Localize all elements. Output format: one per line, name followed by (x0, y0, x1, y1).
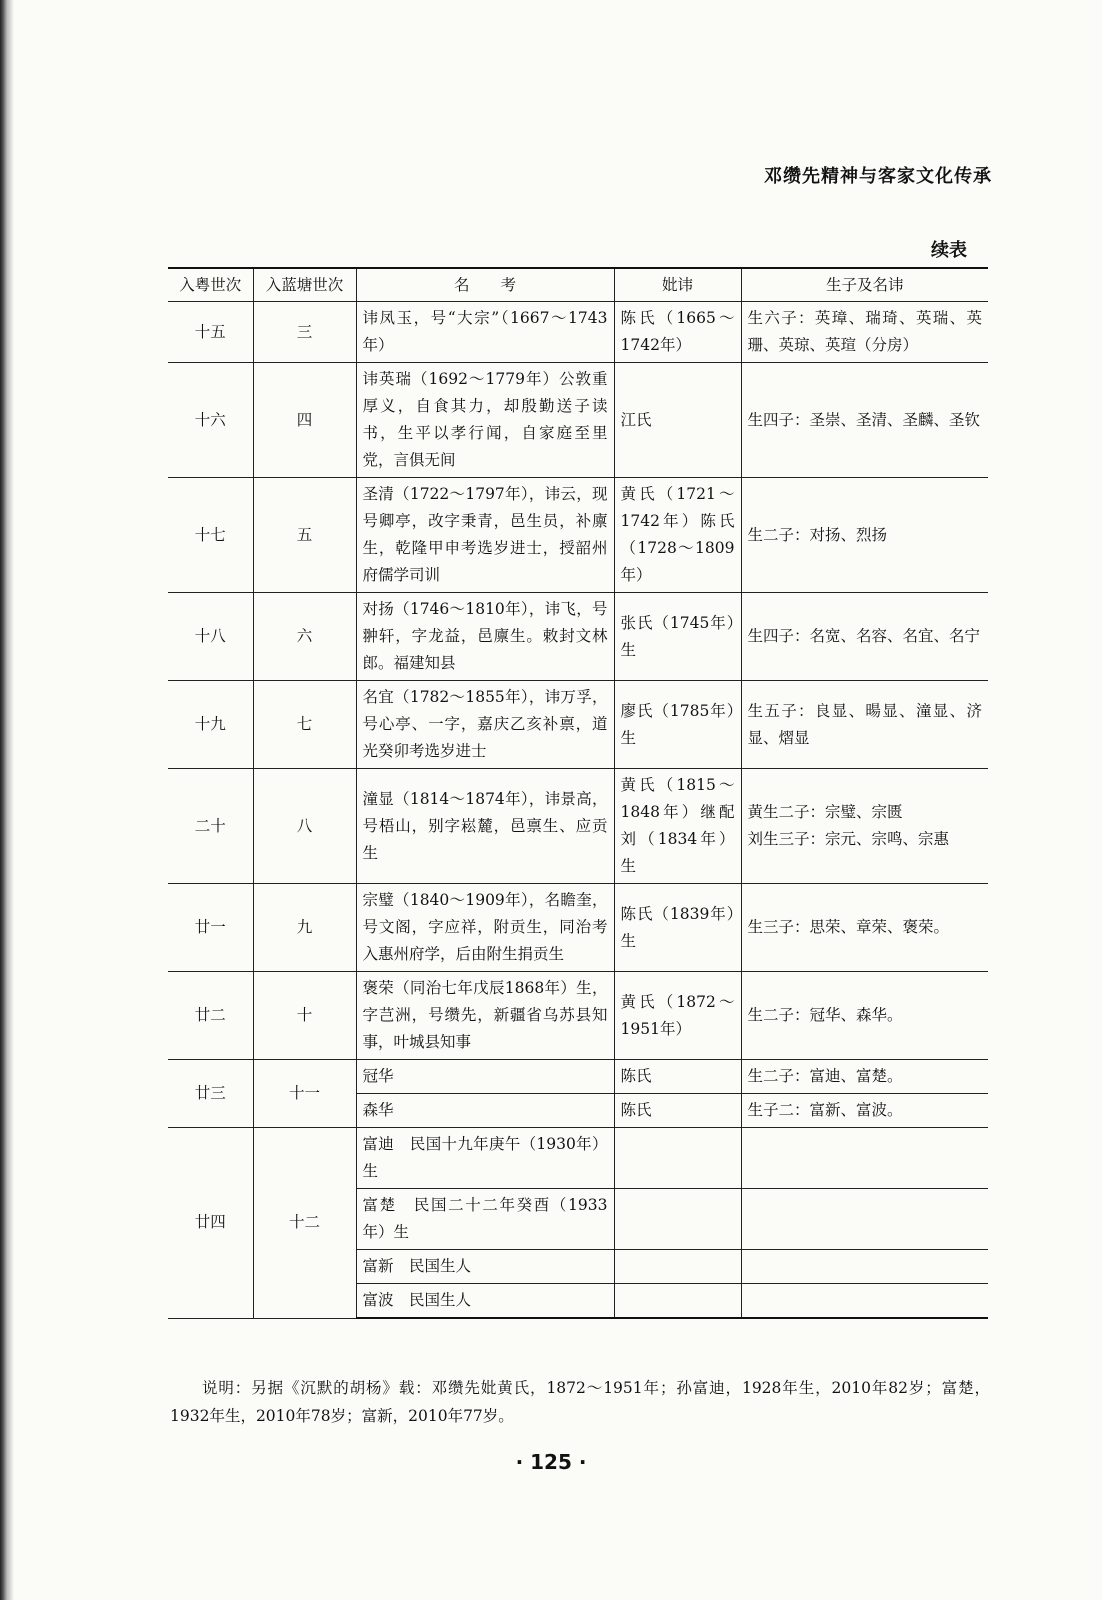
lantang-generation-cell: 三 (253, 302, 356, 363)
header-yue-generation: 入粤世次 (168, 268, 253, 302)
lantang-generation-cell: 七 (253, 681, 356, 769)
scanned-page-edge (0, 0, 14, 1600)
name-cell: 富楚 民国二十二年癸酉（1933年）生 (356, 1189, 614, 1250)
sons-cell (741, 1250, 988, 1284)
name-cell: 讳凤玉，号“大宗”（1667～1743年） (356, 302, 614, 363)
sons-cell (741, 769, 988, 884)
yue-generation-cell: 二十 (168, 769, 253, 884)
sons-cell: 生二子：冠华、森华。 (741, 972, 988, 1060)
yue-generation-cell: 廿一 (168, 884, 253, 972)
table-row (168, 681, 988, 769)
name-cell: 宗璧（1840～1909年），名瞻奎，号文阁，字应祥，附贡生，同治考入惠州府学，后由附生捐贡生 (356, 884, 614, 972)
wife-cell: 陈氏（1665～1742年） (614, 302, 741, 363)
name-cell: 冠华 (356, 1060, 614, 1094)
wife-cell: 陈氏 (614, 1094, 741, 1128)
name-cell: 褒荣（同治七年戊辰1868年）生，字芑洲，号缵先，新疆省乌苏县知事，叶城县知事 (356, 972, 614, 1060)
lantang-generation-cell: 十二 (253, 1128, 356, 1319)
page-number: · 125 · (515, 1450, 587, 1474)
wife-cell (614, 1284, 741, 1319)
table-note: 说明：另据《沉默的胡杨》载：邓缵先妣黄氏，1872～1951年；孙富迪，1928年生，2010年82岁；富楚，1932年生，2010年78岁；富新，2010年77岁。 (170, 1379, 990, 1425)
name-cell: 富波 民国生人 (356, 1284, 614, 1319)
yue-generation-cell: 廿四 (168, 1128, 253, 1319)
wife-cell: 张氏（1745年）生 (614, 593, 741, 681)
lantang-generation-cell: 十 (253, 972, 356, 1060)
sons-cell: 生四子：名宽、名容、名宜、名宁 (741, 593, 988, 681)
lantang-generation-cell: 八 (253, 769, 356, 884)
running-head: 邓缵先精神与客家文化传承 (764, 166, 992, 187)
name-cell: 潼显（1814～1874年），讳景高，号梧山，别字崧麓，邑禀生、应贡生 (356, 769, 614, 884)
wife-cell: 江氏 (614, 363, 741, 478)
wife-cell: 陈氏（1839年）生 (614, 884, 741, 972)
yue-generation-cell: 十八 (168, 593, 253, 681)
yue-generation-cell: 十五 (168, 302, 253, 363)
lantang-generation-cell: 五 (253, 478, 356, 593)
sons-cell (741, 1189, 988, 1250)
name-cell: 名宜（1782～1855年），讳万孚，号心亭、一字，嘉庆乙亥补禀，道光癸卯考选岁进士 (356, 681, 614, 769)
sons-cell: 生四子：圣崇、圣清、圣麟、圣钦 (741, 363, 988, 478)
name-cell: 圣清（1722～1797年），讳云，现号卿亭，改字秉青，邑生员，补廪生，乾隆甲申考选岁进士，授韶州府儒学司训 (356, 478, 614, 593)
yue-generation-cell: 廿三 (168, 1060, 253, 1128)
name-cell: 森华 (356, 1094, 614, 1128)
yue-generation-cell: 十七 (168, 478, 253, 593)
sons-line: 黄生二子：宗璧、宗匮 (747, 803, 903, 821)
table-row (168, 593, 988, 681)
table-row (168, 1060, 988, 1094)
table-row (168, 1128, 988, 1189)
sons-cell: 生二子：对扬、烈扬 (741, 478, 988, 593)
name-cell: 富迪 民国十九年庚午（1930年）生 (356, 1128, 614, 1189)
sons-cell: 生子二：富新、富波。 (741, 1094, 988, 1128)
table-row (168, 363, 988, 478)
continued-label: 续表 (931, 240, 967, 261)
sons-cell (741, 1128, 988, 1189)
table-row (168, 972, 988, 1060)
name-cell: 讳英瑞（1692～1779年）公敦重厚义，自食其力，却殷勤送子读书，生平以孝行闻，自家庭至里党，言俱无间 (356, 363, 614, 478)
yue-generation-cell: 十九 (168, 681, 253, 769)
sons-line: 刘生三子：宗元、宗鸣、宗惠 (747, 830, 950, 848)
header-sons: 生子及名讳 (741, 268, 988, 302)
sons-cell (741, 1284, 988, 1319)
wife-cell (614, 1128, 741, 1189)
wife-cell (614, 1189, 741, 1250)
table-header-row (168, 268, 988, 302)
sons-cell: 生三子：思荣、章荣、褒荣。 (741, 884, 988, 972)
table-row (168, 302, 988, 363)
yue-generation-cell: 十六 (168, 363, 253, 478)
wife-cell (614, 1250, 741, 1284)
header-name: 名 考 (356, 268, 614, 302)
table-row (168, 769, 988, 884)
header-wife: 妣讳 (614, 268, 741, 302)
name-cell: 对扬（1746～1810年），讳飞，号翀轩，字龙益，邑廪生。敕封文林郎。福建知县 (356, 593, 614, 681)
lantang-generation-cell: 四 (253, 363, 356, 478)
table-row (168, 884, 988, 972)
wife-cell: 黄氏（1872～1951年） (614, 972, 741, 1060)
yue-generation-cell: 廿二 (168, 972, 253, 1060)
sons-cell: 生二子：富迪、富楚。 (741, 1060, 988, 1094)
sons-cell: 生六子：英璋、瑞琦、英瑞、英珊、英琼、英瑄（分房） (741, 302, 988, 363)
lantang-generation-cell: 十一 (253, 1060, 356, 1128)
wife-cell: 黄氏（1721～1742年）陈氏（1728～1809年） (614, 478, 741, 593)
genealogy-table (168, 267, 988, 1319)
header-lantang-generation: 入蓝塘世次 (253, 268, 356, 302)
table-row (168, 478, 988, 593)
wife-cell: 廖氏（1785年）生 (614, 681, 741, 769)
name-cell: 富新 民国生人 (356, 1250, 614, 1284)
lantang-generation-cell: 九 (253, 884, 356, 972)
wife-cell: 陈氏 (614, 1060, 741, 1094)
sons-cell: 生五子：良显、暘显、潼显、济显、熠显 (741, 681, 988, 769)
wife-cell: 黄氏（1815～1848年）继配刘（1834年）生 (614, 769, 741, 884)
lantang-generation-cell: 六 (253, 593, 356, 681)
